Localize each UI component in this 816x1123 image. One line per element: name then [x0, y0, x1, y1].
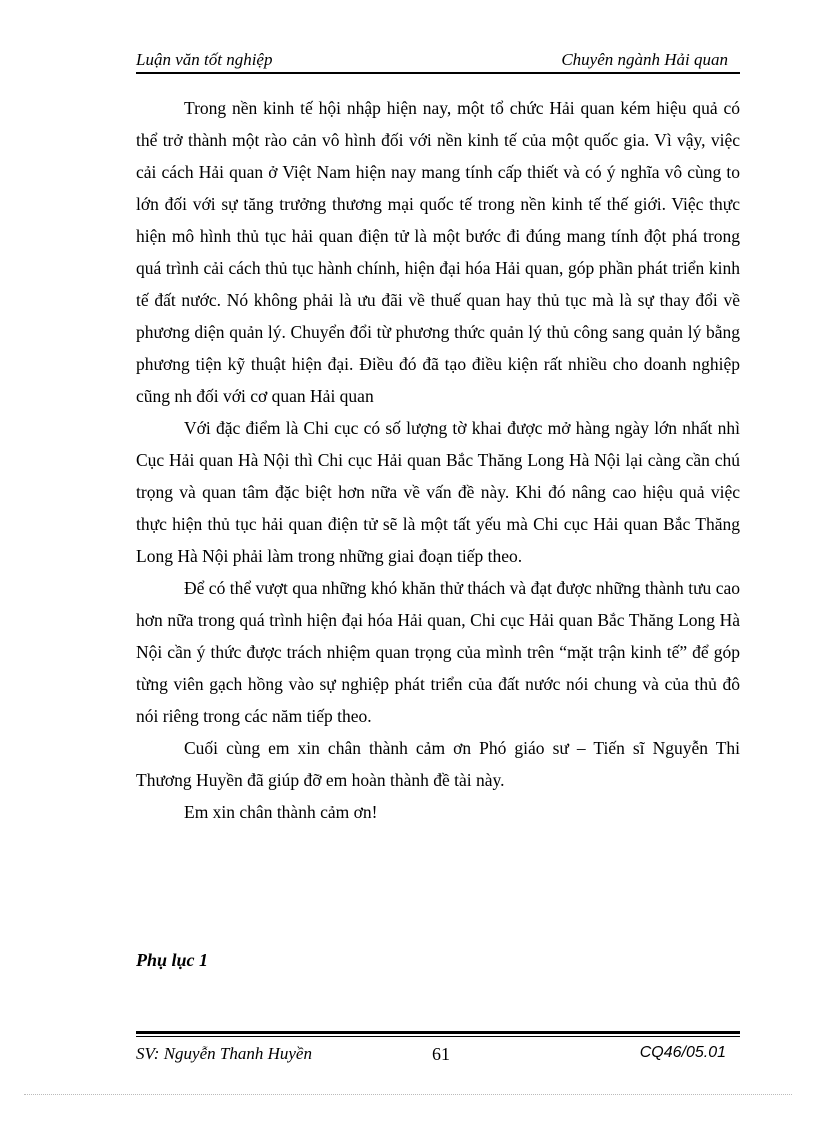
footer-author: SV: Nguyễn Thanh Huyền: [136, 1044, 312, 1063]
footer-class-code: CQ46/05.01: [639, 1044, 726, 1061]
header-rule: [136, 72, 740, 74]
paragraph-5: Em xin chân thành cảm ơn!: [184, 802, 378, 822]
header-left-text: Luận văn tốt nghiệp: [136, 50, 273, 69]
appendix-title: Phụ lục 1: [136, 950, 209, 970]
page-header: [136, 50, 740, 72]
header-right-text: Chuyên ngành Hải quan: [561, 50, 728, 69]
paragraph-3: Để có thể vượt qua những khó khăn thử thách và đạt được những thành tưu cao hơn nữa trong quá trình hiện đại hóa Hải quan, Chi cục Hải quan Bắc Thăng Long Hà Nội cần ý thức được trách nhiệm quan trọng của mình trên “mặt trận kinh tế” để góp từng viên gạch hồng vào sự nghiệp phát triển của đất nước nói chung và của thủ đô nói riêng trong các năm tiếp theo.: [136, 578, 740, 726]
footer-rule: [136, 1031, 740, 1037]
paragraph-2: Với đặc điểm là Chi cục có số lượng tờ khai được mở hàng ngày lớn nhất nhì Cục Hải quan Hà Nội thì Chi cục Hải quan Bắc Thăng Long Hà Nội lại càng cần chú trọng và quan tâm đặc biệt hơn nữa về vấn đề này. Khi đó nâng cao hiệu quả việc thực hiện thủ tục hải quan điện tử sẽ là một tất yếu mà Chi cục Hải quan Bắc Thăng Long Hà Nội phải làm trong những giai đoạn tiếp theo.: [136, 418, 740, 566]
paragraph-1: Trong nền kinh tế hội nhập hiện nay, một tổ chức Hải quan kém hiệu quả có thể trở thành một rào cản vô hình đối với nền kinh tế của một quốc gia. Vì vậy, việc cải cách Hải quan ở Việt Nam hiện nay mang tính cấp thiết và có ý nghĩa vô cùng to lớn đối với sự tăng trưởng thương mại quốc tế trong nền kinh tế thế giới. Việc thực hiện mô hình thủ tục hải quan điện tử là một bước đi đúng mang tính đột phá trong quá trình cải cách thủ tục hành chính, hiện đại hóa Hải quan, góp phần phát triển kinh tế đất nước. Nó không phải là ưu đãi về thuế quan hay thủ tục mà là sự thay đổi về phương diện quản lý. Chuyển đổi từ phương thức quản lý thủ công sang quản lý bằng phương tiện kỹ thuật hiện đại. Điều đó đã tạo điều kiện rất nhiều cho doanh nghiệp cũng nh đối với cơ quan Hải quan: [136, 98, 740, 406]
page-footer: [136, 1044, 740, 1066]
body-text: [136, 92, 740, 828]
page-edge-divider: [24, 1094, 792, 1095]
paragraph-4: Cuối cùng em xin chân thành cảm ơn Phó giáo sư – Tiến sĩ Nguyễn Thi Thương Huyền đã giúp đỡ em hoàn thành đề tài này.: [136, 738, 740, 790]
page-number: 61: [432, 1044, 450, 1064]
